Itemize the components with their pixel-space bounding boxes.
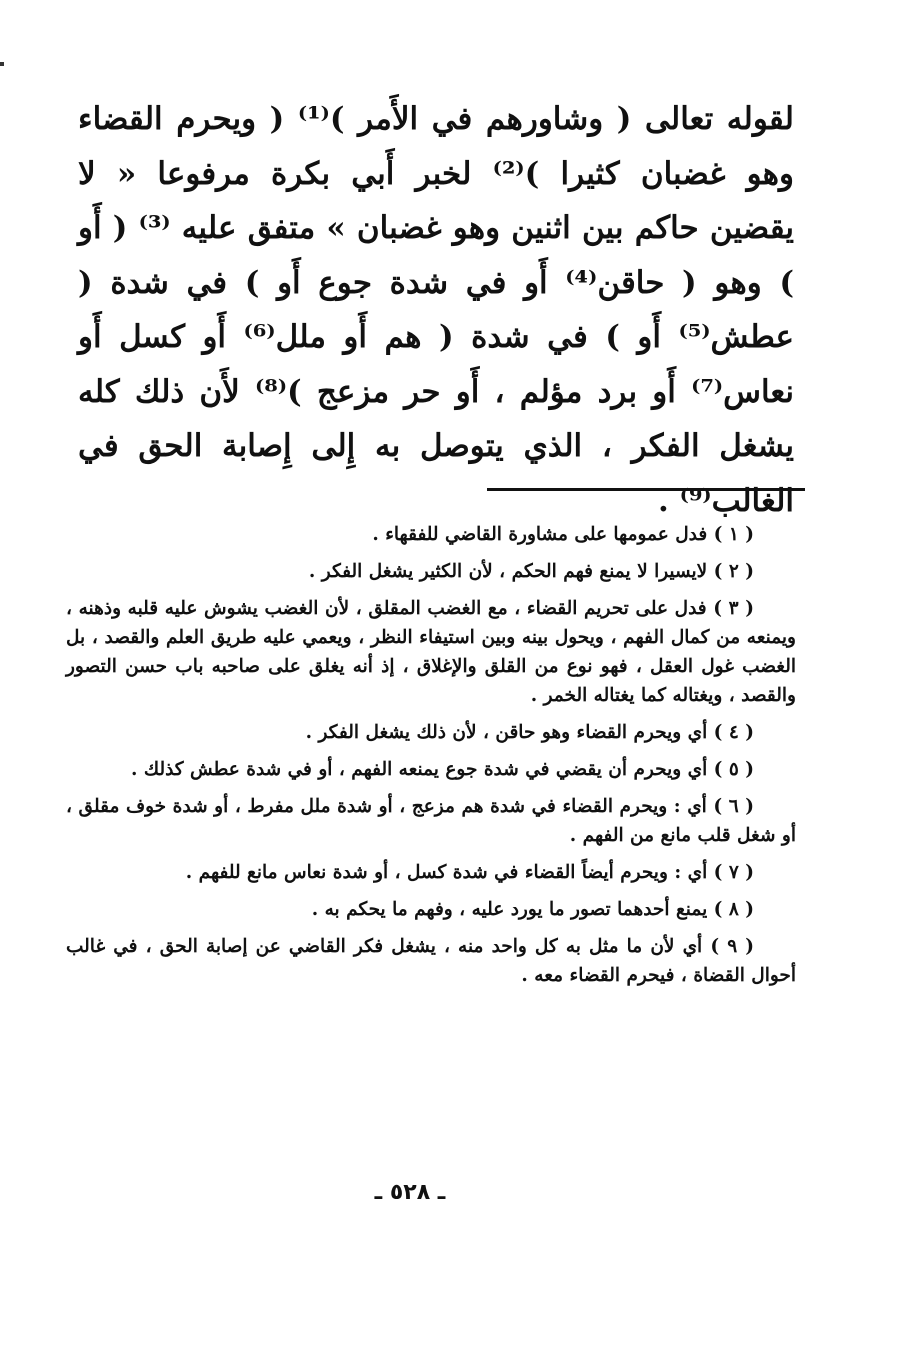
footnote-1: ( ١ ) فدل عمومها على مشاورة القاضي للفقهاء . <box>372 524 754 545</box>
footnote-5: ( ٥ ) أي ويحرم أن يقضي في شدة جوع يمنعه الفهم ، أو في شدة عطش كذلك . <box>130 759 754 780</box>
page-number: ـ ٥٢٨ ـ <box>374 1180 446 1205</box>
footnotes-list <box>66 520 796 998</box>
footnote-4: ( ٤ ) أي ويحرم القضاء وهو حاقن ، لأن ذلك يشغل الفكر . <box>305 722 754 743</box>
footnote-6: ( ٦ ) أي : ويحرم القضاء في شدة هم مزعج ، أو شدة ملل مفرط ، أو شدة خوف مقلق ، أو شغل قلب مانع من الفهم . <box>66 796 796 846</box>
footnote-2: ( ٢ ) لايسيرا لا يمنع فهم الحكم ، لأن الكثير يشغل الفكر . <box>308 561 754 582</box>
main-text-paragraph: لقوله تعالى ( وشاورهم في الأَمر )⁽¹⁾ ( ويحرم القضاء وهو غضبان كثيرا )⁽²⁾ لخبر أَبي بكرة مرفوعا « لا يقضين حاكم بين اثنين وهو غضبان » متفق عليه ⁽³⁾ ( أَو ) وهو ( حاقن⁽⁴⁾ أَو في شدة جوع أَو ) في شدة ( عطش⁽⁵⁾ أَو ) في شدة ( هم أَو ملل⁽⁶⁾ أَو كسل أَو نعاس⁽⁷⁾ أَو برد مؤلم ، أَو حر مزعج )⁽⁸⁾ لأَن ذلك كله يشغل الفكر ، الذي يتوصل به إِلى إِصابة الحق في الغالب⁽⁹⁾ . <box>78 101 795 519</box>
scan-edge-mark <box>0 62 4 66</box>
footnote-3: ( ٣ ) فدل على تحريم القضاء ، مع الغضب المقلق ، لأن الغضب يشوش عليه قلبه وذهنه ، ويمنعه من كمال الفهم ، ويحول بينه وبين استيفاء النظر ، ويعمي عليه طريق العلم والقصد ، بل الغضب غول العقل ، فهو نوع من القلق والإغلاق ، إذ أنه يغلق على صاحبه باب حسن التصور والقصد ، ويغتاله كما يغتاله الخمر . <box>66 598 796 706</box>
footnote-8: ( ٨ ) يمنع أحدهما تصور ما يورد عليه ، وفهم ما يحكم به . <box>311 899 754 920</box>
footnote-divider <box>487 488 805 491</box>
footnote-9: ( ٩ ) أي لأن ما مثل به كل واحد منه ، يشغل فكر القاضي عن إصابة الحق ، في غالب أحوال القضاة ، فيحرم القضاء معه . <box>66 936 796 986</box>
footnote-7: ( ٧ ) أي : ويحرم أيضاً القضاء في شدة كسل ، أو شدة نعاس مانع للفهم . <box>185 862 754 883</box>
